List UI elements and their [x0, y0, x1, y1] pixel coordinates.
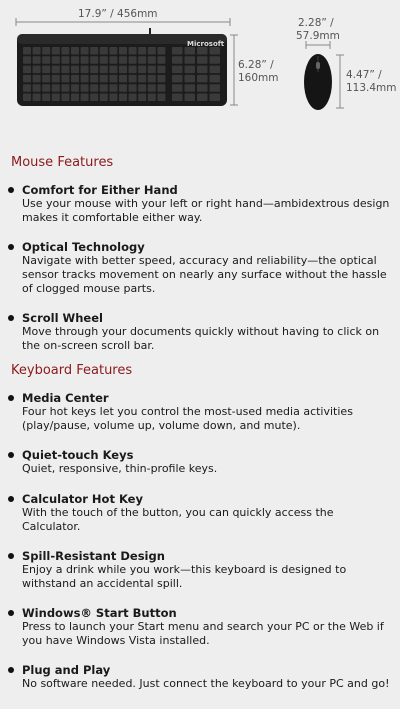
keyboard-key — [23, 66, 31, 74]
keyboard-key — [100, 75, 108, 83]
keyboard-key — [138, 84, 146, 92]
feature-description: Use your mouse with your left or right hand—ambidextrous design makes it comfortable either way. — [22, 197, 390, 224]
keyboard-key — [33, 75, 41, 83]
keyboard-key — [129, 47, 137, 55]
bullet-icon — [8, 496, 14, 502]
keyboard-key — [71, 66, 79, 74]
keyboard-key — [52, 66, 60, 74]
keyboard-key — [129, 84, 137, 92]
keyboard-key — [90, 47, 98, 55]
keyboard-key — [81, 84, 89, 92]
keyboard-key — [42, 75, 50, 83]
keyboard-key — [109, 84, 117, 92]
keyboard-key — [172, 75, 183, 83]
keyboard-key — [109, 47, 117, 55]
product-dimensions-illustration — [0, 0, 400, 140]
keyboard-height-label-2: 160mm — [238, 72, 279, 84]
keyboard-key — [119, 84, 127, 92]
keyboard-key — [33, 94, 41, 102]
feature-title: Windows® Start Button — [22, 606, 177, 620]
keyboard-key — [61, 75, 69, 83]
bullet-icon — [8, 667, 14, 673]
feature-title: Scroll Wheel — [22, 311, 103, 325]
feature-description: Press to launch your Start menu and search your PC or the Web if you have Windows Vista installed. — [22, 620, 384, 647]
keyboard-key — [81, 75, 89, 83]
keyboard-key — [42, 56, 50, 64]
keyboard-key — [33, 47, 41, 55]
keyboard-key — [100, 84, 108, 92]
keyboard-key — [148, 75, 156, 83]
keyboard-key — [185, 56, 196, 64]
feature-description: Enjoy a drink while you work—this keyboard is designed to withstand an accidental spill. — [22, 563, 347, 590]
keyboard-key — [157, 56, 165, 64]
mouse-features-heading: Mouse Features — [11, 155, 114, 170]
feature-description: Four hot keys let you control the most-used media activities (play/pause, volume up, volume down, and mute). — [22, 405, 353, 432]
keyboard-key — [138, 66, 146, 74]
keyboard-key — [52, 84, 60, 92]
keyboard-key — [52, 94, 60, 102]
keyboard-key — [42, 94, 50, 102]
keyboard-key — [90, 66, 98, 74]
keyboard-key — [23, 75, 31, 83]
keyboard-key — [185, 84, 196, 92]
keyboard-key — [148, 47, 156, 55]
keyboard-key — [185, 75, 196, 83]
keyboard-key — [210, 56, 221, 64]
keyboard-key — [109, 75, 117, 83]
keyboard-key — [52, 47, 60, 55]
keyboard-key — [23, 56, 31, 64]
keyboard-key — [100, 66, 108, 74]
keyboard-key — [148, 84, 156, 92]
keyboard-key — [52, 56, 60, 64]
feature-description: Move through your documents quickly without having to click on the on-screen scroll bar. — [22, 325, 380, 352]
keyboard-key — [90, 56, 98, 64]
keyboard-key — [148, 94, 156, 102]
keyboard-key — [197, 75, 208, 83]
keyboard-width-label: 17.9” / 456mm — [78, 8, 158, 20]
keyboard-key — [172, 56, 183, 64]
keyboard-key — [61, 66, 69, 74]
keyboard-key — [172, 66, 183, 74]
bullet-icon — [8, 452, 14, 458]
keyboard-key — [157, 84, 165, 92]
keyboard-key — [61, 84, 69, 92]
keyboard-key — [81, 56, 89, 64]
mouse-height-label-1: 4.47” / — [346, 69, 382, 81]
feature-title: Optical Technology — [22, 240, 145, 254]
keyboard-key — [129, 66, 137, 74]
keyboard-key — [109, 94, 117, 102]
keyboard-key — [81, 66, 89, 74]
keyboard-key — [138, 47, 146, 55]
keyboard-key — [90, 84, 98, 92]
keyboard-key — [148, 56, 156, 64]
keyboard-key — [42, 47, 50, 55]
keyboard-key — [42, 66, 50, 74]
keyboard-key — [148, 66, 156, 74]
keyboard-key — [119, 75, 127, 83]
keyboard-key — [138, 75, 146, 83]
feature-description: Navigate with better speed, accuracy and reliability—the optical sensor tracks movement on nearly any surface without the hassle of clogged mouse parts. — [22, 254, 387, 295]
bullet-icon — [8, 610, 14, 616]
mouse-width-label-1: 2.28” / — [298, 17, 334, 29]
keyboard-key — [71, 56, 79, 64]
keyboard-key — [138, 56, 146, 64]
feature-title: Calculator Hot Key — [22, 492, 143, 506]
feature-description: Quiet, responsive, thin-profile keys. — [22, 462, 218, 475]
bullet-icon — [8, 244, 14, 250]
keyboard-key — [119, 94, 127, 102]
bullet-icon — [8, 553, 14, 559]
bullet-icon — [8, 395, 14, 401]
keyboard-key — [172, 94, 183, 102]
keyboard-features-heading: Keyboard Features — [11, 363, 133, 378]
keyboard-key — [157, 75, 165, 83]
keyboard-key — [81, 47, 89, 55]
keyboard-key — [119, 47, 127, 55]
bullet-icon — [8, 187, 14, 193]
feature-title: Media Center — [22, 391, 109, 405]
keyboard-key — [33, 66, 41, 74]
keyboard-key — [23, 94, 31, 102]
keyboard-key — [210, 75, 221, 83]
keyboard-key — [210, 66, 221, 74]
microsoft-logo-text: Microsoft — [187, 40, 225, 48]
feature-description: No software needed. Just connect the keyboard to your PC and go! — [22, 677, 390, 690]
keyboard-key — [71, 84, 79, 92]
mouse-image — [304, 54, 332, 110]
keyboard-key — [210, 84, 221, 92]
feature-title: Comfort for Either Hand — [22, 183, 178, 197]
keyboard-key — [71, 75, 79, 83]
keyboard-key — [71, 47, 79, 55]
keyboard-key — [172, 47, 183, 55]
keyboard-key — [185, 94, 196, 102]
keyboard-key — [119, 66, 127, 74]
keyboard-key — [109, 56, 117, 64]
feature-title: Spill-Resistant Design — [22, 549, 165, 563]
keyboard-key — [100, 47, 108, 55]
feature-description: With the touch of the button, you can quickly access the Calculator. — [22, 506, 334, 533]
bullet-icon — [8, 315, 14, 321]
keyboard-key — [61, 56, 69, 64]
keyboard-key — [52, 75, 60, 83]
keyboard-key — [61, 94, 69, 102]
mouse-height-label-2: 113.4mm — [346, 82, 397, 94]
keyboard-key — [33, 56, 41, 64]
keyboard-key — [197, 94, 208, 102]
keyboard-key — [197, 56, 208, 64]
keyboard-key — [129, 56, 137, 64]
keyboard-key — [109, 66, 117, 74]
keyboard-key — [138, 94, 146, 102]
keyboard-key — [33, 84, 41, 92]
keyboard-key — [129, 75, 137, 83]
keyboard-key — [100, 56, 108, 64]
keyboard-key — [61, 47, 69, 55]
keyboard-key — [157, 94, 165, 102]
keyboard-key — [71, 94, 79, 102]
keyboard-key — [172, 84, 183, 92]
keyboard-key — [185, 66, 196, 74]
keyboard-key — [157, 47, 165, 55]
keyboard-key — [90, 75, 98, 83]
keyboard-key — [100, 94, 108, 102]
keyboard-key — [129, 94, 137, 102]
feature-title: Plug and Play — [22, 663, 111, 677]
keyboard-key — [210, 94, 221, 102]
keyboard-key — [23, 47, 31, 55]
keyboard-key — [23, 84, 31, 92]
keyboard-key — [42, 84, 50, 92]
keyboard-key — [197, 84, 208, 92]
keyboard-key — [197, 66, 208, 74]
keyboard-height-label-1: 6.28” / — [238, 59, 274, 71]
keyboard-key — [157, 66, 165, 74]
keyboard-key — [81, 94, 89, 102]
keyboard-key — [119, 56, 127, 64]
keyboard-key — [90, 94, 98, 102]
mouse-width-label-2: 57.9mm — [296, 30, 340, 42]
feature-title: Quiet-touch Keys — [22, 448, 134, 462]
product-illustration — [0, 0, 400, 140]
